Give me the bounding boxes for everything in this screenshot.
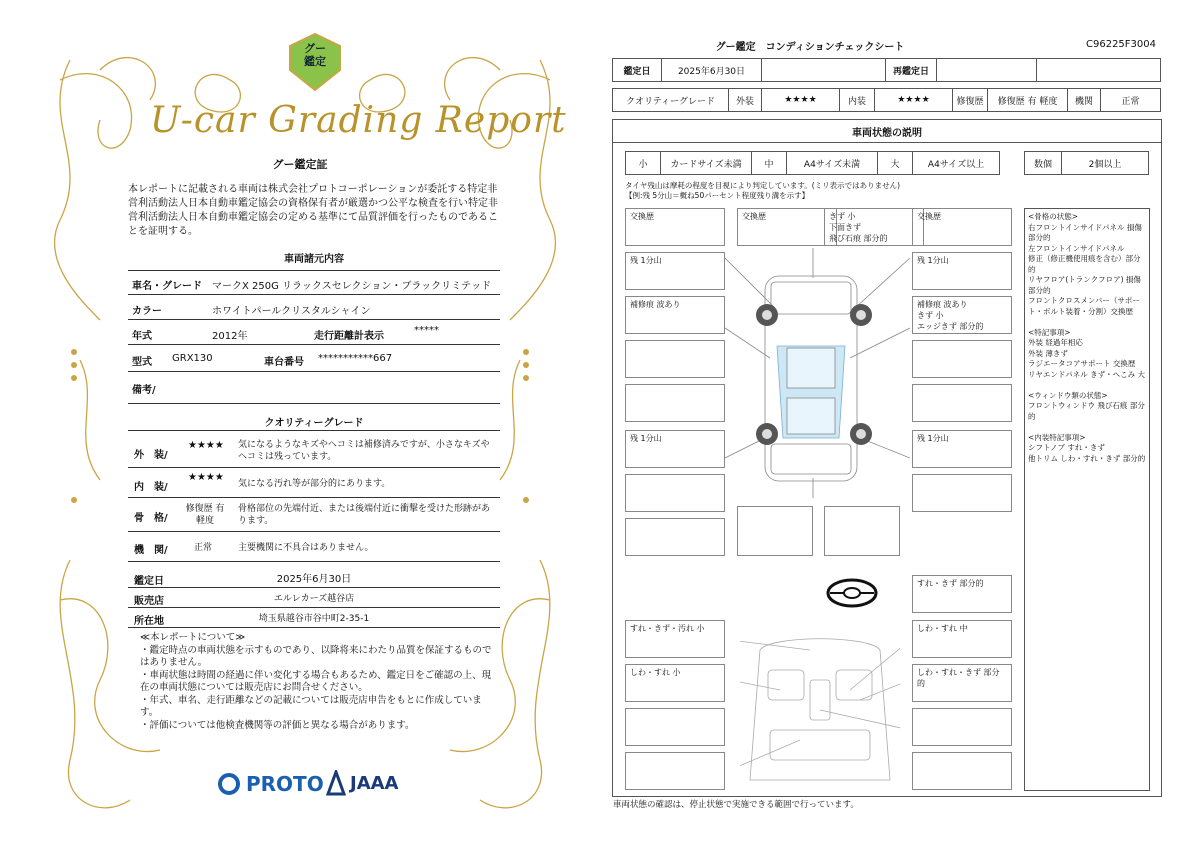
- grade-row-interior: [128, 468, 500, 498]
- diagram-box: 補修痕 波あり: [625, 296, 725, 334]
- diagram-box: [737, 506, 813, 556]
- recheck-value: [936, 58, 1037, 82]
- interior-label: 内装: [839, 88, 875, 112]
- dealer-value: エルレカーズ越谷店: [273, 594, 355, 604]
- remarks-label: 備考/: [132, 385, 156, 396]
- address-label: 所在地: [134, 616, 164, 627]
- info-row-address: [128, 608, 500, 628]
- repair-value: 修復歴 有 軽度: [987, 88, 1068, 112]
- blank-cell: [1036, 58, 1161, 82]
- diagram-box: [912, 474, 1012, 512]
- note-item: ・評価については他検査機関等の評価と異なる場合があります。: [140, 719, 415, 731]
- diagram-box: [625, 384, 725, 422]
- exterior-label: 外 装/: [134, 450, 168, 461]
- interior-label: 内 装/: [134, 482, 168, 493]
- proto-text: PROTO: [246, 772, 324, 796]
- exterior-stars: ★★★★: [188, 440, 224, 451]
- engine-value: 正常: [194, 543, 213, 553]
- legend-key: 中: [751, 151, 787, 175]
- year-value: 2012年: [212, 331, 248, 342]
- report-title: U-car Grading Report: [150, 100, 567, 141]
- frame-desc: 骨格部位の先端付近、または後端付近に衝撃を受けた形跡があります。: [238, 504, 491, 526]
- frame-value: 修復歴 有 軽度: [185, 504, 225, 526]
- engine-value: 正常: [1100, 88, 1161, 112]
- sheet-title: グー鑑定 コンディションチェックシート: [715, 42, 905, 53]
- info-row-date: [128, 566, 500, 588]
- model-label: 型式: [132, 357, 152, 368]
- chassis-value: ***********667: [318, 353, 393, 364]
- dealer-label: 販売店: [134, 596, 164, 607]
- interior-stars: ★★★★: [874, 88, 953, 112]
- name-label: 車名・グレード: [132, 281, 202, 292]
- report-notes: [140, 632, 500, 732]
- mileage-value: *****: [414, 325, 439, 336]
- grade-row-engine: [128, 532, 500, 562]
- address-value: 埼玉県越谷市谷中町2-35-1: [258, 614, 370, 624]
- diagram-box: [625, 340, 725, 378]
- frame-label: 骨 格/: [134, 513, 168, 524]
- car-top-view-diagram: [725, 248, 910, 498]
- blank-cell: [761, 58, 886, 82]
- diagram-box: きず 小 下面きず 飛び石痕 部分的: [824, 208, 924, 246]
- diagram-box: しわ・すれ 小: [625, 664, 725, 702]
- interior-desc: 気になる汚れ等が部分的にあります。: [238, 479, 391, 489]
- diagram-box: 残 1分山: [912, 252, 1012, 290]
- repair-label: 修復歴: [952, 88, 988, 112]
- diagram-box: すれ・きず 部分的: [912, 575, 1012, 613]
- car-interior-diagram: [740, 630, 900, 790]
- spec-row-name: [128, 270, 500, 295]
- date-label: 鑑定日: [134, 576, 164, 587]
- engine-label: 機関: [1067, 88, 1101, 112]
- mileage-label: 走行距離計表示: [314, 331, 384, 342]
- legend-key: 小: [625, 151, 661, 175]
- sheet-id: C96225F3004: [1086, 39, 1156, 50]
- diagram-box: [625, 474, 725, 512]
- tire-note: タイヤ残山は摩耗の程度を目視により判定しています。(ミリ表示ではありません): [625, 181, 901, 190]
- grade-row-exterior: [128, 436, 500, 468]
- color-value: ホワイトパールクリスタルシャイン: [212, 306, 371, 317]
- goo-kantei-logo: [288, 32, 342, 92]
- spec-row-year: [128, 320, 500, 345]
- intro-text: 本レポートに記載される車両は株式会社プロトコーポレーションが委託する特定非営利活動法人日本自動車鑑定協会の資格保有者が厳選かつ公平な検査を行い特定非営利活動法人日本自動車鑑定協会の定める基準にて品質評価を行ったものであることを証明する。: [128, 184, 498, 237]
- legend-key: 数個: [1024, 151, 1062, 175]
- diagram-box: 残 1分山: [912, 430, 1012, 468]
- grade-row-frame: [128, 498, 500, 532]
- diagram-box: [625, 752, 725, 790]
- footer-note: 車両状態の確認は、停止状態で実施できる範囲で行っています。: [613, 800, 859, 810]
- certificate-heading: グー鑑定証: [272, 158, 328, 171]
- diagram-box: しわ・すれ・きず 部分的: [912, 664, 1012, 702]
- diagram-box: [912, 752, 1012, 790]
- diagram-box: 残 1分山: [625, 252, 725, 290]
- diagram-box: [625, 708, 725, 746]
- date-value: 2025年6月30日: [276, 574, 352, 585]
- diagram-box: すれ・きず・汚れ 小: [625, 620, 725, 658]
- remarks-text: <骨格の状態> 右フロントインサイドパネル 損傷部分的 左フロントインサイドパネル 修正（修正機使用痕を含む）部分的 リヤフロア(トランクフロア) 損傷部分的 フロントクロスメンバー（サポート・ボルト装着・分割）交換歴 <特記事項> 外装 経過年相応 外装 薄きず ラジエータコアサポート 交換歴 リヤエンドパネル きず・へこみ 大 <ウィンドウ類の状態> フロントウィンドウ 飛び石痕 部分的 <内装特記事項> シフトノブ すれ・きず 他トリム しわ・すれ・きず 部分的: [1028, 212, 1146, 463]
- tire-note-example: 【例:残 5分山＝概ね50パーセント程度残り溝を示す】: [625, 191, 810, 200]
- diagram-box: 交換歴: [912, 208, 1012, 246]
- legend-desc: A4サイズ未満: [786, 151, 878, 175]
- quality-heading: クオリティーグレード: [264, 418, 364, 429]
- interior-stars: ★★★★: [188, 472, 224, 483]
- remarks-panel: [1024, 208, 1150, 791]
- proto-logo: [218, 772, 324, 796]
- chassis-label: 車台番号: [264, 357, 304, 368]
- jaaa-logo: [326, 770, 399, 796]
- engine-label: 機 関/: [134, 545, 168, 556]
- specs-heading: 車両諸元内容: [284, 254, 344, 265]
- logo-text: グー 鑑定: [304, 42, 326, 68]
- diagram-box: [912, 340, 1012, 378]
- diagram-box: 交換歴: [737, 208, 837, 246]
- note-item: ・年式、車名、走行距離などの記載については販売店申告をもとに作成しています。: [140, 694, 482, 718]
- diagram-box: 補修痕 波あり きず 小 エッジきず 部分的: [912, 296, 1012, 334]
- exterior-stars: ★★★★: [761, 88, 840, 112]
- divider: [128, 430, 500, 431]
- date-label: 鑑定日: [612, 58, 662, 82]
- color-label: カラー: [132, 306, 162, 317]
- exterior-desc: 気になるようなキズやヘコミは補修済みですが、小さなキズやヘコミは残っています。: [238, 440, 490, 462]
- legend-key: 大: [877, 151, 913, 175]
- exterior-label: 外装: [728, 88, 762, 112]
- jaaa-text: JAAA: [350, 772, 399, 794]
- diagram-box: しわ・すれ 中: [912, 620, 1012, 658]
- condition-heading: 車両状態の説明: [612, 119, 1162, 143]
- diagram-box: 交換歴: [625, 208, 725, 246]
- spec-row-model: [128, 345, 500, 372]
- legend-desc: 2個以上: [1061, 151, 1149, 175]
- jaaa-mark-icon: [326, 770, 346, 796]
- spec-row-color: [128, 295, 500, 320]
- diagram-box: [625, 518, 725, 556]
- info-row-dealer: [128, 588, 500, 608]
- diagram-box: [912, 708, 1012, 746]
- proto-mark-icon: [218, 773, 240, 795]
- name-value: マークX 250G リラックスセレクション・ブラックリミテッド: [212, 281, 492, 292]
- spec-row-remarks: [128, 372, 500, 404]
- recheck-label: 再鑑定日: [885, 58, 937, 82]
- date-value: 2025年6月30日: [661, 58, 762, 82]
- diagram-box: [912, 384, 1012, 422]
- diagram-box: 残 1分山: [625, 430, 725, 468]
- legend-desc: カードサイズ未満: [660, 151, 752, 175]
- steering-wheel-icon: [826, 578, 878, 608]
- model-value: GRX130: [172, 353, 213, 364]
- notes-title: ≪本レポートについて≫: [140, 632, 246, 643]
- note-item: ・車両状態は時間の経過に伴い変化する場合もあるため、鑑定日をご確認の上、現在の車両状態については販売店にお問合せください。: [140, 669, 492, 693]
- legend-desc: A4サイズ以上: [912, 151, 1000, 175]
- note-item: ・鑑定時点の車両状態を示すものであり、以降将来にわたり品質を保証するものではありません。: [140, 644, 492, 668]
- quality-label: クオリティーグレード: [612, 88, 729, 112]
- year-label: 年式: [132, 331, 152, 342]
- diagram-box: [824, 506, 900, 556]
- engine-desc: 主要機関に不具合はありません。: [238, 543, 374, 553]
